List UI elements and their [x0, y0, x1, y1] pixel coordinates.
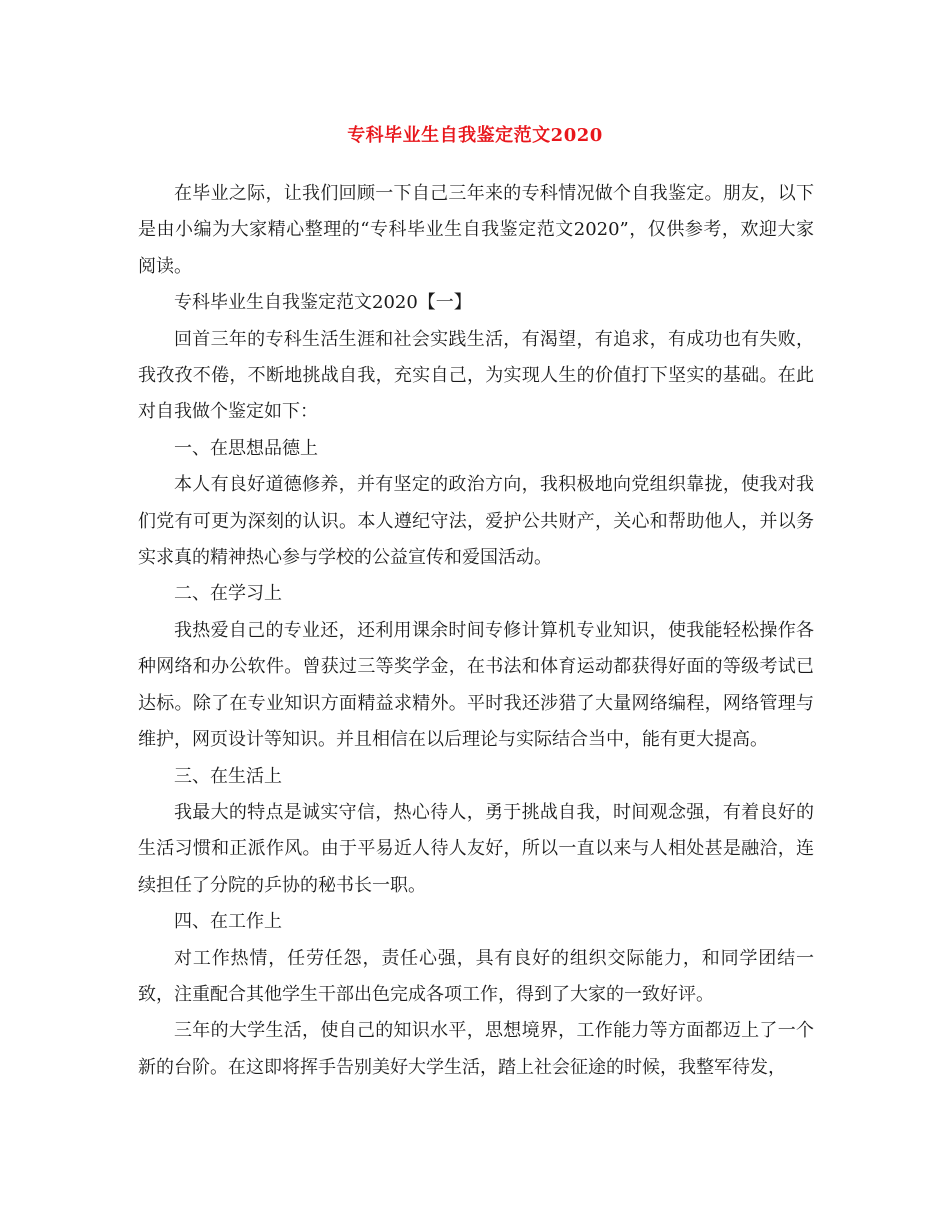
paragraph-work: 对工作热情，任劳任怨，责任心强，具有良好的组织交际能力，和同学团结一致，注重配合其他学生干部出色完成各项工作，得到了大家的一致好评。	[138, 947, 814, 1005]
section-heading-work: 四、在工作上	[174, 911, 282, 933]
section-heading-life: 三、在生活上	[174, 765, 282, 787]
paragraph-intro: 在毕业之际，让我们回顾一下自己三年来的专科情况做个自我鉴定。朋友，以下是由小编为大家精心整理的“专科毕业生自我鉴定范文2020”，仅供参考，欢迎大家阅读。	[138, 183, 814, 277]
paragraph-morality: 本人有良好道德修养，并有坚定的政治方向，我积极地向党组织靠拢，使我对我们党有可更为深刻的认识。本人遵纪守法，爱护公共财产，关心和帮助他人，并以务实求真的精神热心参与学校的公益宣传和爱国活动。	[138, 474, 814, 569]
section-heading-sample-one: 专科毕业生自我鉴定范文2020【一】	[174, 292, 472, 314]
section-heading-morality: 一、在思想品德上	[174, 437, 318, 459]
section-heading-study: 二、在学习上	[174, 583, 282, 605]
paragraph-conclusion: 三年的大学生活，使自己的知识水平，思想境界，工作能力等方面都迈上了一个新的台阶。在这即将挥手告别美好大学生活，踏上社会征途的时候，我整军待发，	[138, 1020, 814, 1078]
paragraph-overview: 回首三年的专科生活生涯和社会实践生活，有渴望，有追求，有成功也有失败，我孜孜不倦，不断地挑战自我，充实自己，为实现人生的价值打下坚实的基础。在此对自我做个鉴定如下：	[138, 328, 814, 423]
paragraph-life: 我最大的特点是诚实守信，热心待人，勇于挑战自我，时间观念强，有着良好的生活习惯和正派作风。由于平易近人待人友好，所以一直以来与人相处甚是融洽，连续担任了分院的乒协的秘书长一职。	[138, 801, 814, 896]
document-title: 专科毕业生自我鉴定范文2020	[347, 125, 603, 146]
document-body	[138, 176, 814, 1086]
paragraph-study: 我热爱自己的专业还，还利用课余时间专修计算机专业知识，使我能轻松操作各种网络和办公软件。曾获过三等奖学金，在书法和体育运动都获得好面的等级考试已达标。除了在专业知识方面精益求精外。平时我还涉猎了大量网络编程，网络管理与维护，网页设计等知识。并且相信在以后理论与实际结合当中，能有更大提高。	[138, 619, 814, 751]
